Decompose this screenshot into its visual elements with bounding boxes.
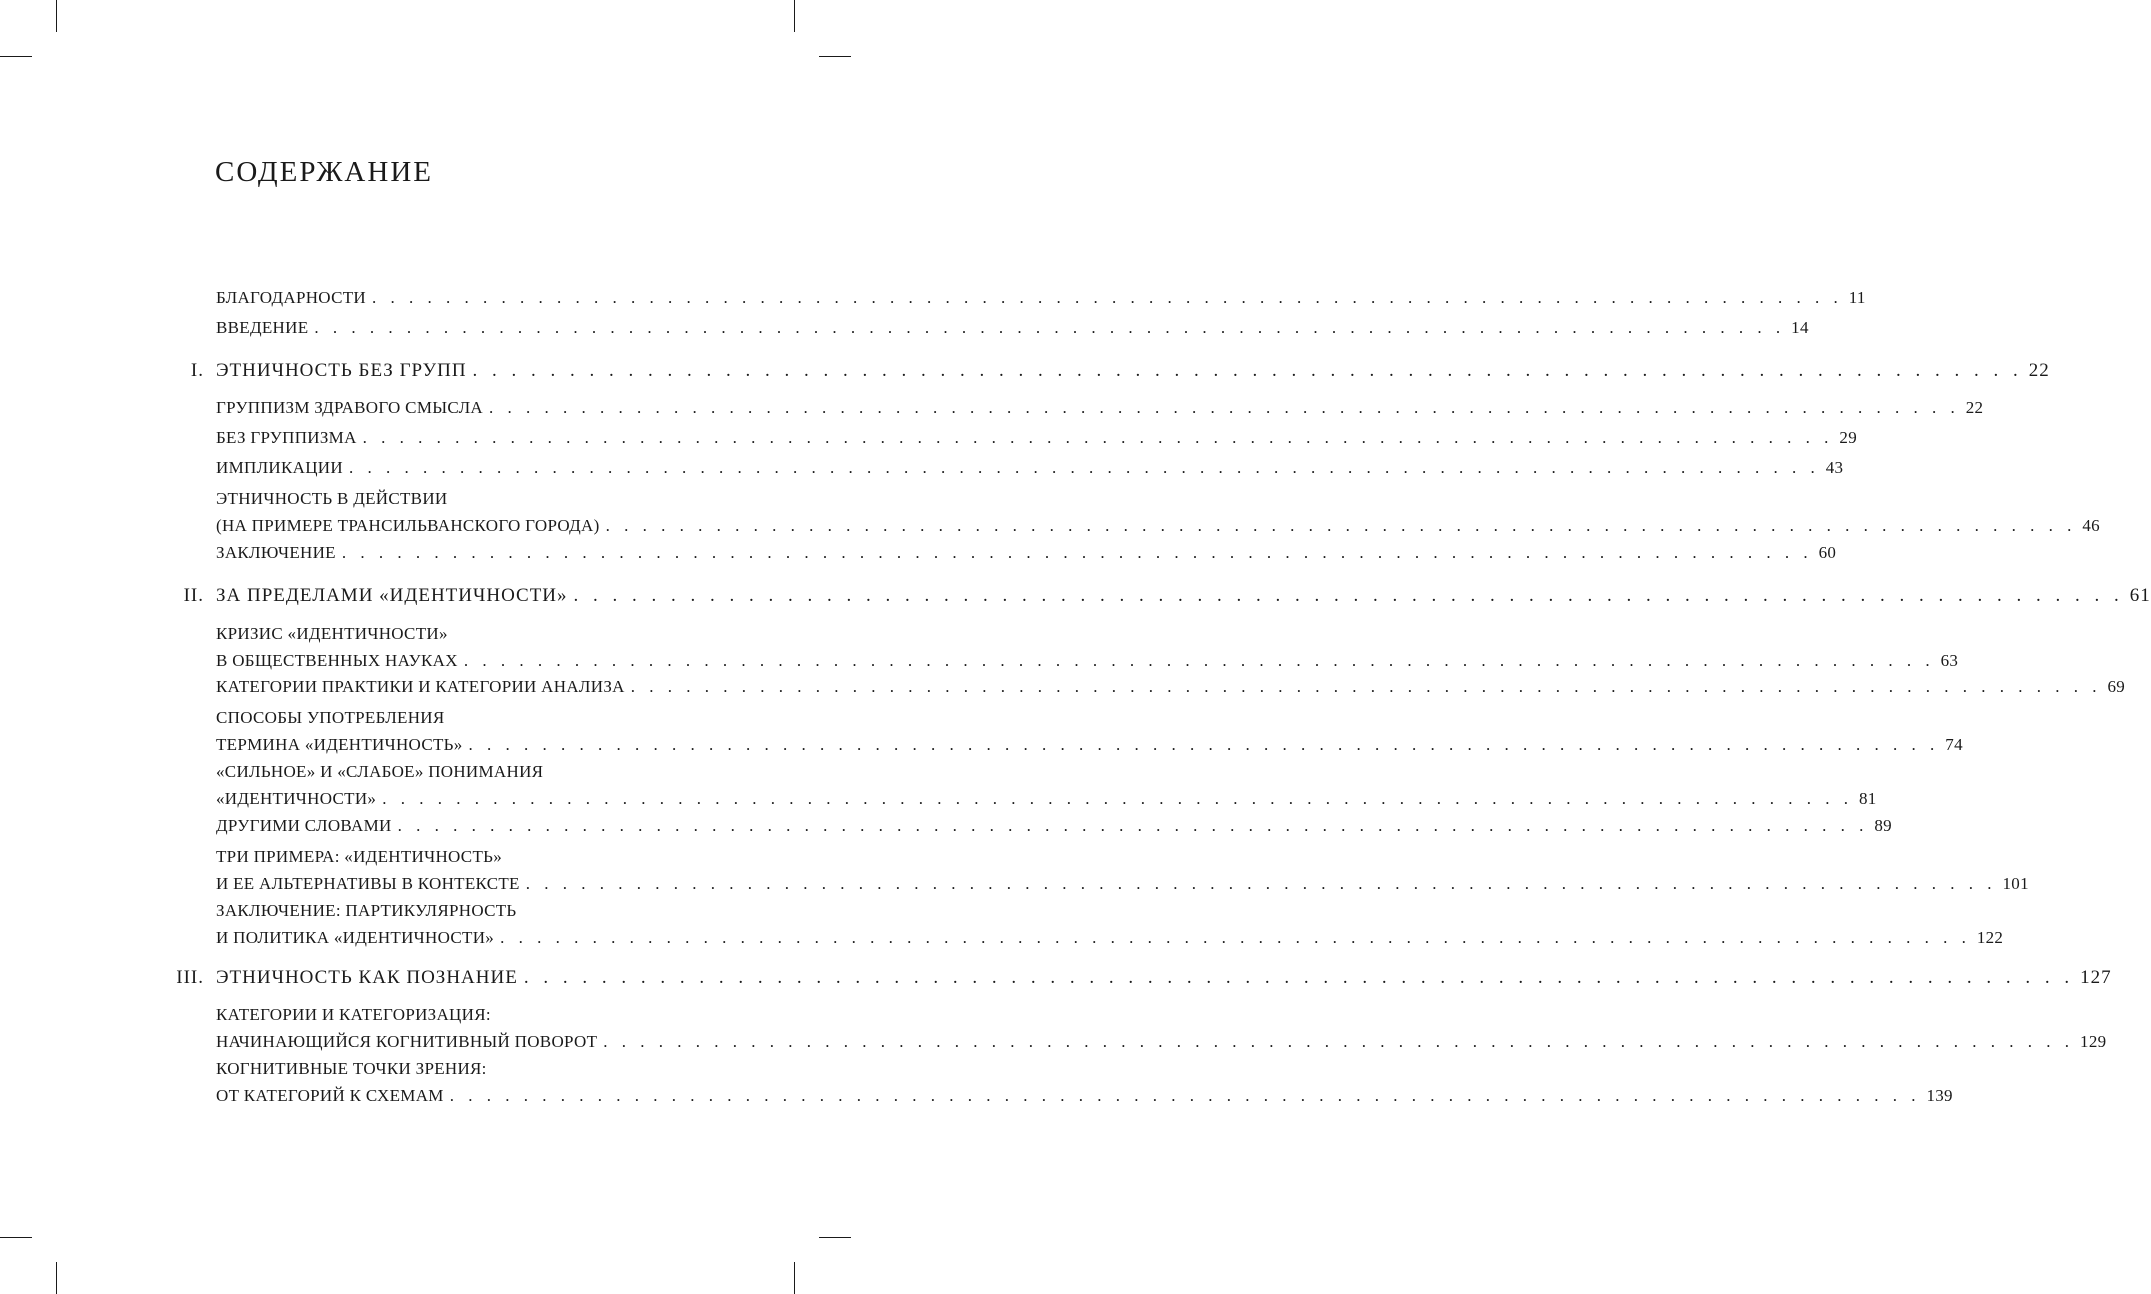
toc-chapter: [176, 964, 2112, 992]
dot-leader: . . . . . . . . . . . . . . . . . . . . . . . . . . . . . . . . . . . . . . . . . . . . . . . . . . . . . . . . . . . . . . . . . . . . . . . . . . . . . . . .: [489, 398, 1960, 417]
toc-entry: [216, 758, 1877, 812]
toc-entry: [216, 620, 1959, 674]
toc-entry: [216, 1055, 1953, 1109]
toc-page-number: 81: [1858, 789, 1877, 808]
toc-entry-title: (НА ПРИМЕРЕ ТРАНСИЛЬВАНСКОГО ГОРОДА): [216, 516, 600, 535]
toc-entry-title: ЗА ПРЕДЕЛАМИ «ИДЕНТИЧНОСТИ»: [216, 585, 568, 606]
toc-entry: [216, 424, 1858, 452]
toc-page-number: 14: [1791, 318, 1809, 337]
toc-page-number: 63: [1940, 651, 1959, 670]
dot-leader: . . . . . . . . . . . . . . . . . . . . . . . . . . . . . . . . . . . . . . . . . . . . . . . . . . . . . . . . . . . . . . . . . . . . . . . . . . . . . . . .: [397, 816, 1869, 835]
dot-leader: . . . . . . . . . . . . . . . . . . . . . . . . . . . . . . . . . . . . . . . . . . . . . . . . . . . . . . . . . . . . . . . . . . . . . . . . . . . . . . . .: [605, 516, 2077, 535]
toc-entry-title: ОТ КАТЕГОРИЙ К СХЕМАМ: [216, 1086, 444, 1105]
toc-page-number: 22: [1965, 398, 1984, 417]
toc-entry: [216, 394, 1984, 422]
toc-entry-title: НАЧИНАЮЩИЙСЯ КОГНИТИВНЫЙ ПОВОРОТ: [216, 1032, 598, 1051]
toc-entry-title: «ИДЕНТИЧНОСТИ»: [216, 789, 377, 808]
toc-page-number: 22: [2028, 360, 2050, 381]
toc-entry: [216, 284, 1866, 312]
toc-entry: [216, 314, 1809, 342]
dot-leader: . . . . . . . . . . . . . . . . . . . . . . . . . . . . . . . . . . . . . . . . . . . . . . . . . . . . . . . . . . . . . . . . . . . . . . . . . . . . . . . .: [468, 735, 1940, 754]
toc-entry-title: И ПОЛИТИКА «ИДЕНТИЧНОСТИ»: [216, 928, 495, 947]
toc-entry-title: КРИЗИС «ИДЕНТИЧНОСТИ»: [216, 624, 448, 643]
toc-page-number: 43: [1825, 458, 1844, 477]
dot-leader: . . . . . . . . . . . . . . . . . . . . . . . . . . . . . . . . . . . . . . . . . . . . . . . . . . . . . . . . . . . . . . . . . . . . . . . . . . . . . . . .: [573, 585, 2124, 606]
toc-page-number: 60: [1818, 543, 1837, 562]
toc-entry-title: КОГНИТИВНЫЕ ТОЧКИ ЗРЕНИЯ:: [216, 1059, 487, 1078]
dot-leader: . . . . . . . . . . . . . . . . . . . . . . . . . . . . . . . . . . . . . . . . . . . . . . . . . . . . . . . . . . . . . . . . . . . . . . . . . . . . . . . .: [525, 874, 1997, 893]
dot-leader: . . . . . . . . . . . . . . . . . . . . . . . . . . . . . . . . . . . . . . . . . . . . . . . . . . . . . . . . . . . . . . . . . . . . . . . . . . . . . . . .: [603, 1032, 2075, 1051]
toc-entry: [216, 843, 2029, 897]
toc-page-number: 139: [1926, 1086, 1953, 1105]
toc-entry-title: ВВЕДЕНИЕ: [216, 318, 309, 337]
toc-entry-title: СПОСОБЫ УПОТРЕБЛЕНИЯ: [216, 708, 445, 727]
toc-entry: [216, 673, 2126, 701]
dot-leader: . . . . . . . . . . . . . . . . . . . . . . . . . . . . . . . . . . . . . . . . . . . . . . . . . . . . . . . . . . . . . . . . . . . . . . . . . . . . . . . .: [382, 789, 1853, 808]
page-title: СОДЕРЖАНИЕ: [215, 156, 433, 188]
toc-entry: [216, 454, 1844, 482]
toc-entry-title: ИМПЛИКАЦИИ: [216, 458, 343, 477]
toc-entry: [216, 1001, 2107, 1055]
toc-entry-title: КАТЕГОРИИ ПРАКТИКИ И КАТЕГОРИИ АНАЛИЗА: [216, 677, 625, 696]
dot-leader: . . . . . . . . . . . . . . . . . . . . . . . . . . . . . . . . . . . . . . . . . . . . . . . . . . . . . . . . . . . . . . . . . . . . . . . . . . . . . . . .: [500, 928, 1971, 947]
toc-page-number: 127: [2080, 967, 2112, 988]
toc-entry-title: ДРУГИМИ СЛОВАМИ: [216, 816, 392, 835]
dot-leader: . . . . . . . . . . . . . . . . . . . . . . . . . . . . . . . . . . . . . . . . . . . . . . . . . . . . . . . . . . . . . . . . . . . . . . . . . . . . . . . .: [362, 428, 1834, 447]
toc-entry-title: БЕЗ ГРУППИЗМА: [216, 428, 357, 447]
dot-leader: . . . . . . . . . . . . . . . . . . . . . . . . . . . . . . . . . . . . . . . . . . . . . . . . . . . . . . . . . . . . . . . . . . . . . . . . . . . . . . . .: [523, 967, 2075, 988]
toc-entry-title: ГРУППИЗМ ЗДРАВОГО СМЫСЛА: [216, 398, 483, 417]
toc-entry-title: В ОБЩЕСТВЕННЫХ НАУКАХ: [216, 651, 458, 670]
chapter-number: III.: [176, 967, 204, 988]
toc-chapter: [183, 582, 2151, 610]
dot-leader: . . . . . . . . . . . . . . . . . . . . . . . . . . . . . . . . . . . . . . . . . . . . . . . . . . . . . . . . . . . . . . . . . . . . . . . . . . . . . . . .: [472, 360, 2023, 381]
dot-leader: . . . . . . . . . . . . . . . . . . . . . . . . . . . . . . . . . . . . . . . . . . . . . . . . . . . . . . . . . . . . . . . . . . . . . . . . . . . . . . . .: [341, 543, 1813, 562]
toc-entry: [216, 485, 2100, 539]
dot-leader: . . . . . . . . . . . . . . . . . . . . . . . . . . . . . . . . . . . . . . . . . . . . . . . . . . . . . . . . . . . . . . . . . . . . . . . . . . . . . . . .: [630, 677, 2102, 696]
toc-page-number: 101: [2002, 874, 2029, 893]
toc-entry-title: «СИЛЬНОЕ» И «СЛАБОЕ» ПОНИМАНИЯ: [216, 762, 544, 781]
toc-page-number: 129: [2080, 1032, 2107, 1051]
toc-entry: [216, 704, 1963, 758]
toc-entry-title: КАТЕГОРИИ И КАТЕГОРИЗАЦИЯ:: [216, 1005, 491, 1024]
toc-page-number: 69: [2107, 677, 2126, 696]
toc-chapter: [190, 357, 2050, 385]
toc-entry-title: ТЕРМИНА «ИДЕНТИЧНОСТЬ»: [216, 735, 463, 754]
chapter-number: II.: [183, 585, 204, 606]
toc-page-number: 11: [1848, 288, 1866, 307]
toc-entry-title: ЭТНИЧНОСТЬ БЕЗ ГРУПП: [216, 360, 467, 381]
toc-entry-title: ТРИ ПРИМЕРА: «ИДЕНТИЧНОСТЬ»: [216, 847, 502, 866]
toc-entry: [216, 897, 2004, 951]
toc-entry: [216, 539, 1837, 567]
toc-entry-title: ЗАКЛЮЧЕНИЕ: [216, 543, 336, 562]
toc-entry-title: И ЕЕ АЛЬТЕРНАТИВЫ В КОНТЕКСТЕ: [216, 874, 520, 893]
toc-page-number: 89: [1874, 816, 1892, 835]
dot-leader: . . . . . . . . . . . . . . . . . . . . . . . . . . . . . . . . . . . . . . . . . . . . . . . . . . . . . . . . . . . . . . . . . . . . . . . . . . . . . . . .: [463, 651, 1935, 670]
dot-leader: . . . . . . . . . . . . . . . . . . . . . . . . . . . . . . . . . . . . . . . . . . . . . . . . . . . . . . . . . . . . . . . . . . . . . . . . . . . . . . . .: [314, 318, 1786, 337]
dot-leader: . . . . . . . . . . . . . . . . . . . . . . . . . . . . . . . . . . . . . . . . . . . . . . . . . . . . . . . . . . . . . . . . . . . . . . . . . . . . . . . .: [449, 1086, 1921, 1105]
toc-page-number: 61: [2129, 585, 2151, 606]
chapter-number: I.: [190, 360, 204, 381]
dot-leader: . . . . . . . . . . . . . . . . . . . . . . . . . . . . . . . . . . . . . . . . . . . . . . . . . . . . . . . . . . . . . . . . . . . . . . . . . . . . . . . .: [348, 458, 1820, 477]
toc-entry-title: ЭТНИЧНОСТЬ В ДЕЙСТВИИ: [216, 489, 448, 508]
toc-entry-title: БЛАГОДАРНОСТИ: [216, 288, 366, 307]
toc-entry: [216, 812, 1892, 840]
toc-page-number: 74: [1945, 735, 1963, 754]
toc-page-number: 29: [1839, 428, 1858, 447]
toc-page-number: 122: [1976, 928, 2004, 947]
dot-leader: . . . . . . . . . . . . . . . . . . . . . . . . . . . . . . . . . . . . . . . . . . . . . . . . . . . . . . . . . . . . . . . . . . . . . . . . . . . . . . . .: [371, 288, 1843, 307]
toc-entry-title: ЗАКЛЮЧЕНИЕ: ПАРТИКУЛЯРНОСТЬ: [216, 901, 517, 920]
toc-page-number: 46: [2082, 516, 2100, 535]
toc-entry-title: ЭТНИЧНОСТЬ КАК ПОЗНАНИЕ: [216, 967, 518, 988]
